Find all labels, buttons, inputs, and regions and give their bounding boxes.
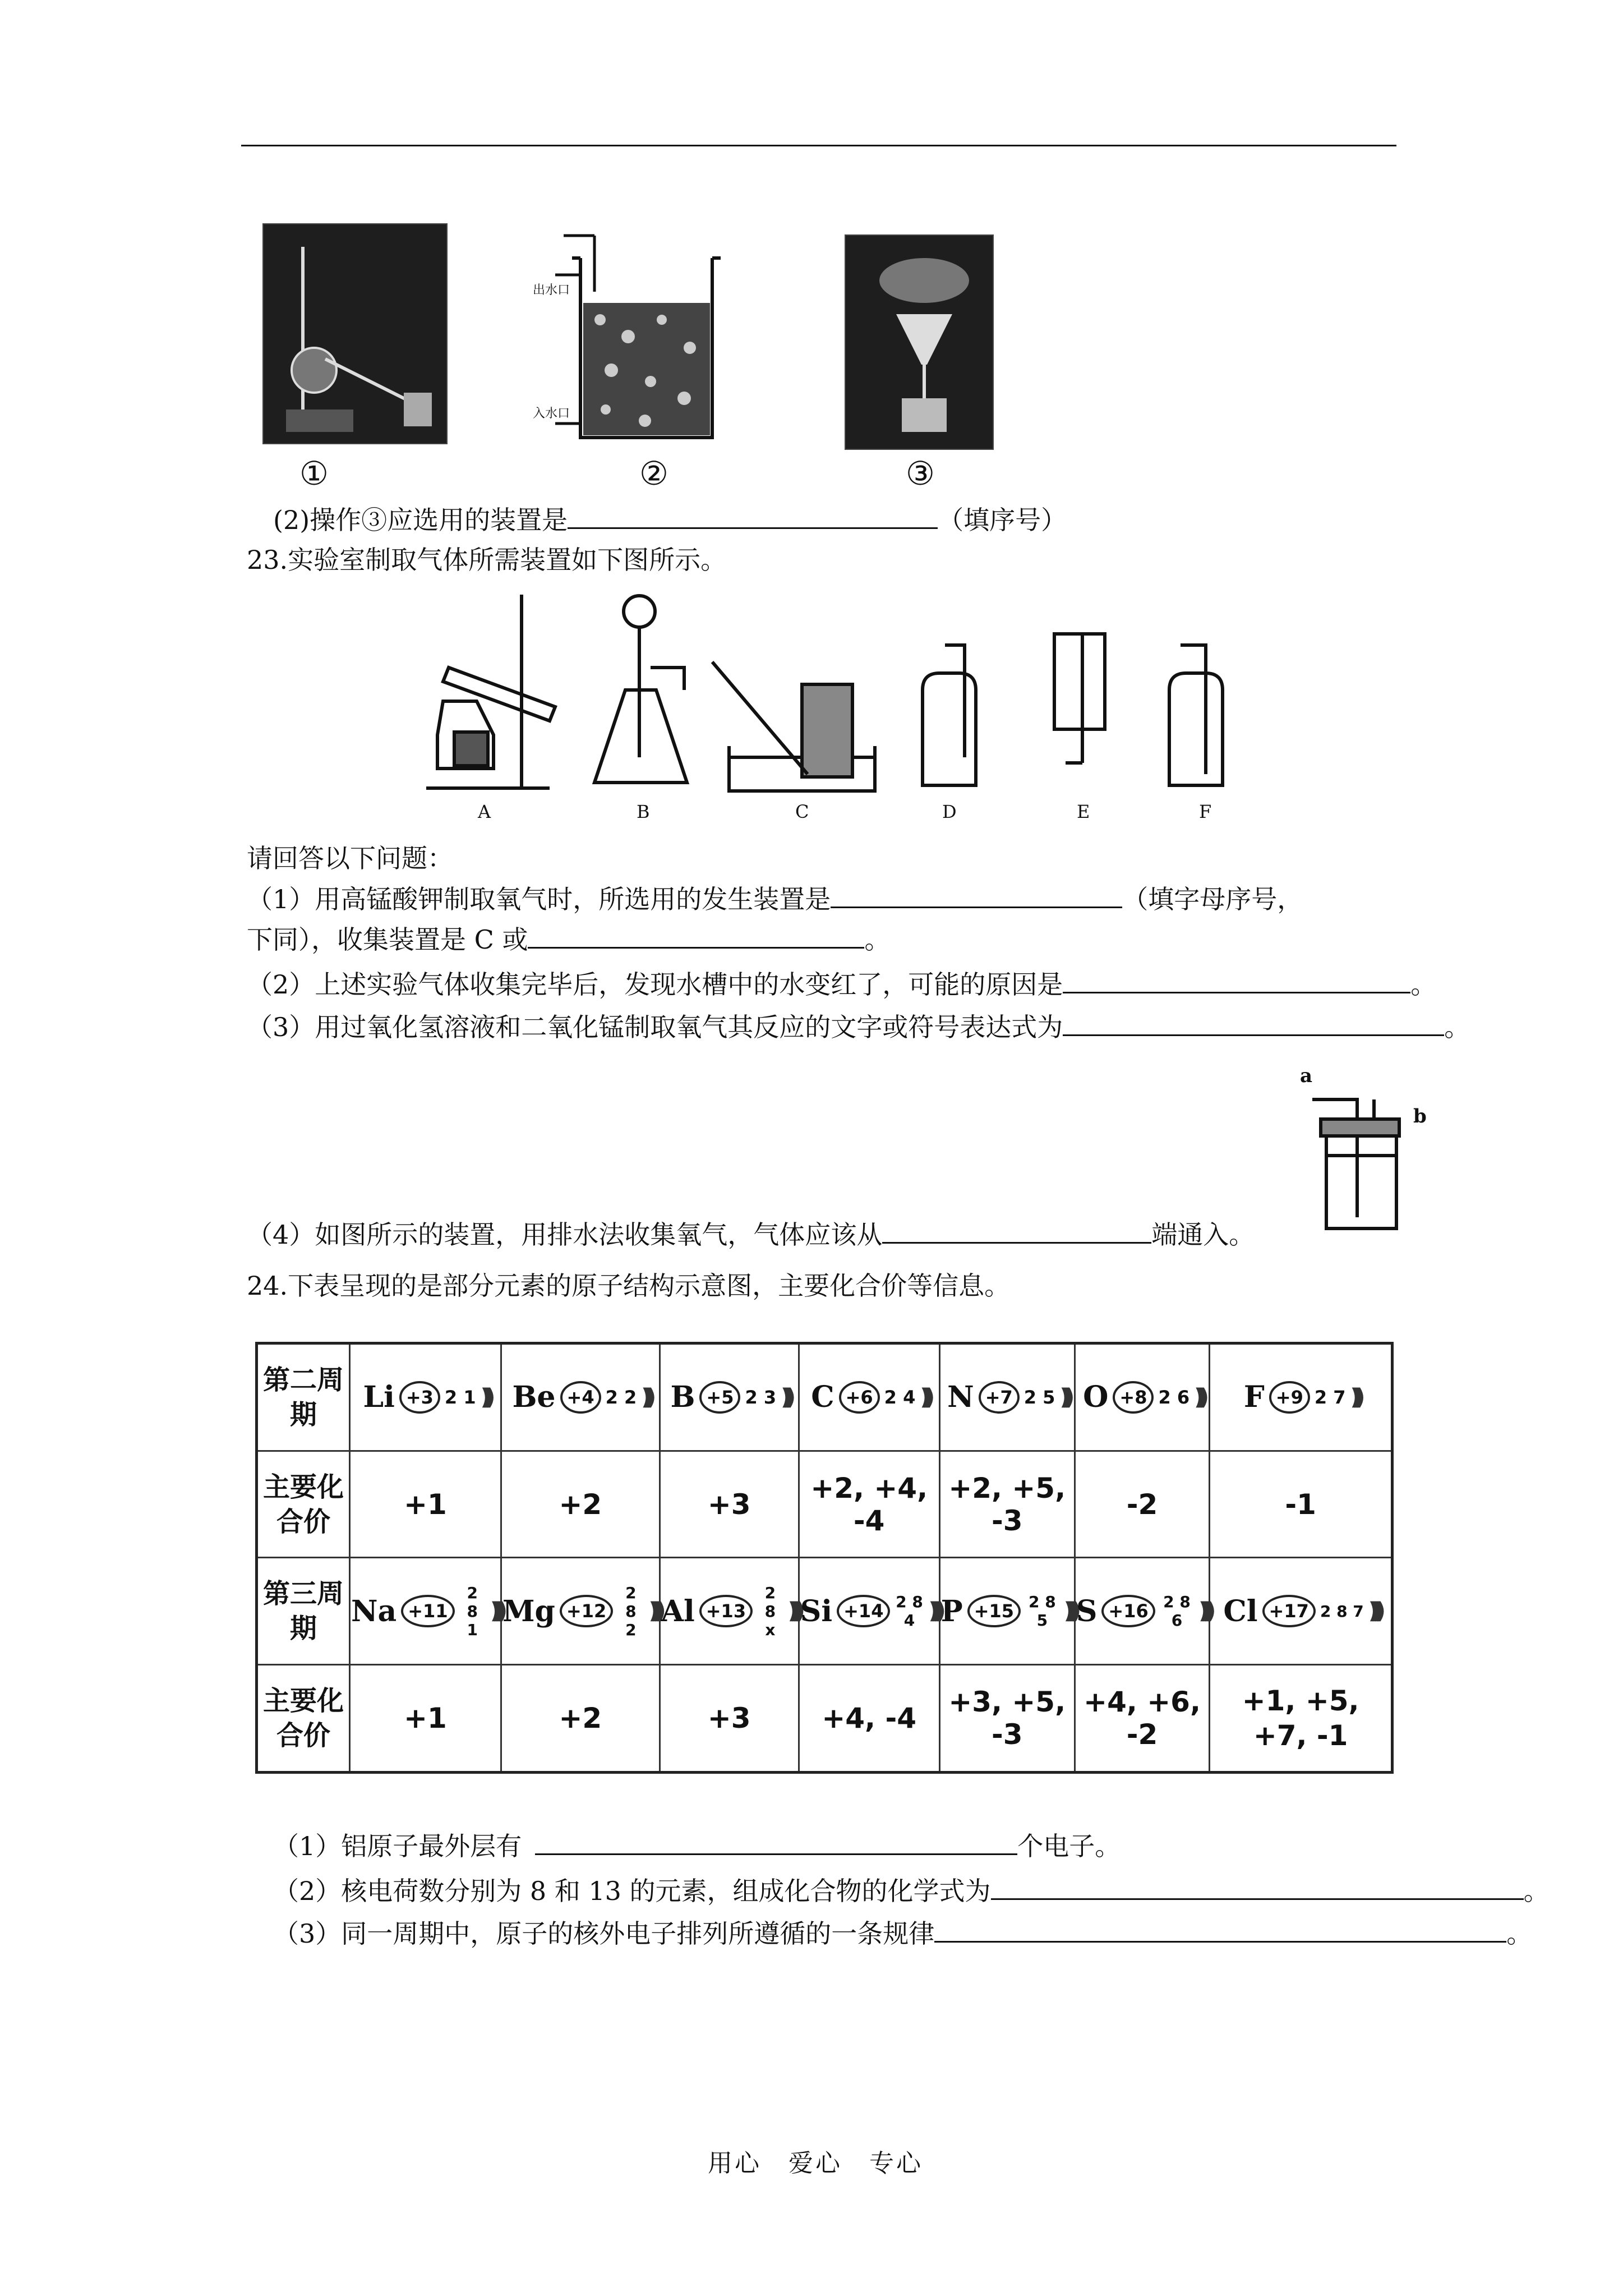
symbol-al: Al bbox=[661, 1594, 695, 1628]
q23-part3-text-b: 。 bbox=[1444, 1012, 1470, 1042]
q23-part1-blank-collector[interactable] bbox=[528, 922, 864, 949]
nucleus-n: +7 bbox=[979, 1381, 1020, 1414]
q23-part1-text-a: （1）用高锰酸钾制取氧气时，所选用的发生装置是 bbox=[247, 884, 831, 914]
nucleus-na: +11 bbox=[401, 1595, 454, 1627]
symbol-na: Na bbox=[351, 1594, 397, 1628]
cell-n bbox=[939, 1343, 1075, 1451]
symbol-mg: Mg bbox=[502, 1594, 555, 1628]
shell-arcs-icon: )))) bbox=[787, 1598, 797, 1625]
cell-be bbox=[501, 1343, 660, 1451]
shells-n: 2 5 bbox=[1023, 1386, 1055, 1408]
valence-s: +4, +6, -2 bbox=[1075, 1664, 1209, 1772]
shells-f: 2 7 bbox=[1314, 1386, 1346, 1408]
symbol-s: S bbox=[1076, 1594, 1098, 1628]
q23-part2-text-b: 。 bbox=[1410, 969, 1437, 1000]
q24-part2-blank[interactable] bbox=[991, 1874, 1524, 1900]
element-table bbox=[255, 1342, 1394, 1774]
q23-part2-text-a: （2）上述实验气体收集完毕后，发现水槽中的水变红了，可能的原因是 bbox=[247, 969, 1063, 1000]
shell-arcs-icon: )))) bbox=[1063, 1598, 1073, 1625]
table-row-period2 bbox=[257, 1343, 1393, 1451]
valence-na: +1 bbox=[350, 1664, 501, 1772]
q23-title: 23.实验室制取气体所需装置如下图所示。 bbox=[247, 545, 727, 575]
symbol-b: B bbox=[670, 1380, 695, 1415]
inlet-label: 入水口 bbox=[533, 407, 570, 421]
row-header-valence-2: 主要化合价 bbox=[257, 1451, 350, 1558]
shell-arcs-icon: ))) bbox=[480, 1384, 488, 1410]
q23-part2-blank[interactable] bbox=[1063, 967, 1410, 993]
gas-bottle-figure bbox=[1290, 1066, 1419, 1245]
valence-be: +2 bbox=[501, 1451, 660, 1558]
shells-mg: 2 8 2 bbox=[625, 1583, 637, 1639]
figure-label-2: ② bbox=[639, 454, 668, 493]
nucleus-si: +14 bbox=[837, 1595, 890, 1627]
table-row-period3-valence bbox=[257, 1664, 1393, 1772]
shell-arcs-icon: ))) bbox=[641, 1384, 649, 1410]
apparatus-a-icon bbox=[426, 595, 555, 788]
q24-title: 24.下表呈现的是部分元素的原子结构示意图，主要化合价等信息。 bbox=[247, 1271, 1011, 1301]
symbol-f: F bbox=[1243, 1380, 1265, 1415]
bottle-port-b: b bbox=[1413, 1105, 1427, 1128]
apparatus-label-e: E bbox=[1077, 801, 1090, 822]
apparatus-label-b: B bbox=[637, 801, 650, 822]
shells-si: 2 8 4 bbox=[896, 1593, 923, 1630]
symbol-si: Si bbox=[800, 1594, 833, 1628]
shells-c: 2 4 bbox=[884, 1386, 916, 1408]
valence-mg: +2 bbox=[501, 1664, 660, 1772]
cell-o bbox=[1075, 1343, 1209, 1451]
q23-part1-line1 bbox=[247, 882, 1303, 916]
q24-part3-text-a: （3）同一周期中，原子的核外电子排列所遵循的一条规律 bbox=[273, 1918, 935, 1949]
shells-li: 2 1 bbox=[444, 1386, 476, 1408]
apparatus-b-icon bbox=[594, 596, 687, 783]
q23-part1-text-c: 下同），收集装置是 C 或 bbox=[247, 924, 528, 955]
page-footer: 用心 爱心 专心 bbox=[708, 2149, 923, 2178]
q24-part2-text-a: （2）核电荷数分别为 8 和 13 的元素，组成化合物的化学式为 bbox=[273, 1876, 991, 1906]
q23-part3-blank[interactable] bbox=[1063, 1010, 1444, 1036]
apparatus-label-f: F bbox=[1199, 801, 1212, 822]
cell-al bbox=[660, 1558, 799, 1665]
q22-part2-prefix: (2)操作③应选用的装置是 bbox=[273, 505, 568, 535]
row-header-period3: 第三周期 bbox=[257, 1558, 350, 1665]
cell-li bbox=[350, 1343, 501, 1451]
shell-arcs-icon: ))) bbox=[1194, 1384, 1201, 1410]
shell-arcs-icon: ))) bbox=[920, 1384, 928, 1410]
header-rule bbox=[241, 145, 1396, 146]
figure-1-distillation-photo bbox=[262, 223, 448, 444]
nucleus-o: +8 bbox=[1113, 1381, 1154, 1414]
cell-b bbox=[660, 1343, 799, 1451]
distillation-apparatus-icon bbox=[264, 224, 446, 443]
q23-part4-text-a: （4）如图所示的装置，用排水法收集氧气，气体应该从 bbox=[247, 1220, 883, 1250]
apparatus-d-icon bbox=[923, 645, 976, 785]
valence-al: +3 bbox=[660, 1664, 799, 1772]
valence-cl: +1, +5, +7, -1 bbox=[1210, 1664, 1393, 1772]
q23-prompt: 请回答以下问题： bbox=[247, 843, 453, 873]
q22-part2-blank[interactable] bbox=[568, 503, 938, 529]
nucleus-p: +15 bbox=[967, 1595, 1021, 1627]
valence-n: +2, +5, -3 bbox=[939, 1451, 1075, 1558]
symbol-li: Li bbox=[363, 1380, 395, 1415]
symbol-o: O bbox=[1083, 1380, 1109, 1415]
shell-arcs-icon: ))) bbox=[781, 1384, 788, 1410]
shell-arcs-icon: )))) bbox=[490, 1598, 500, 1625]
nucleus-s: +16 bbox=[1101, 1595, 1155, 1627]
symbol-p: P bbox=[940, 1594, 963, 1628]
bottle-port-a: a bbox=[1300, 1065, 1313, 1087]
apparatus-f-icon bbox=[1169, 645, 1223, 785]
q24-part3 bbox=[273, 1916, 1532, 1950]
shell-arcs-icon: )))) bbox=[928, 1598, 938, 1625]
nucleus-c: +6 bbox=[839, 1381, 880, 1414]
shells-cl: 2 8 7 bbox=[1320, 1602, 1364, 1621]
q24-part3-text-b: 。 bbox=[1506, 1918, 1533, 1949]
valence-f: -1 bbox=[1210, 1451, 1393, 1558]
q23-part1-blank-generator[interactable] bbox=[831, 882, 1122, 908]
symbol-cl: Cl bbox=[1223, 1594, 1258, 1628]
cell-si bbox=[799, 1558, 939, 1665]
q24-part1 bbox=[273, 1829, 1121, 1863]
figure-label-3: ③ bbox=[906, 454, 935, 493]
shell-arcs-icon: )))) bbox=[1368, 1598, 1378, 1625]
q24-part2-text-b: 。 bbox=[1523, 1876, 1550, 1906]
nucleus-b: +5 bbox=[699, 1381, 740, 1414]
q23-part4 bbox=[247, 1217, 1255, 1251]
shells-p: 2 8 5 bbox=[1029, 1593, 1056, 1630]
apparatus-label-a: A bbox=[478, 801, 491, 822]
shell-arcs-icon: ))) bbox=[1350, 1384, 1358, 1410]
q22-part2-suffix: （填序号） bbox=[938, 505, 1067, 535]
q24-part3-blank[interactable] bbox=[934, 1916, 1506, 1943]
valence-si: +4, -4 bbox=[799, 1664, 939, 1772]
cell-na bbox=[350, 1558, 501, 1665]
q24-part2 bbox=[273, 1874, 1550, 1908]
apparatus-c-icon bbox=[712, 662, 875, 791]
shells-na: 2 8 1 bbox=[467, 1583, 478, 1639]
q24-part1-blank[interactable] bbox=[535, 1829, 1017, 1855]
q23-part2 bbox=[247, 967, 1436, 1001]
symbol-n: N bbox=[947, 1380, 974, 1415]
cell-mg bbox=[501, 1558, 660, 1665]
nucleus-cl: +17 bbox=[1262, 1595, 1316, 1627]
shells-s: 2 8 6 bbox=[1163, 1593, 1191, 1630]
q23-part1-text-b: （填字母序号， bbox=[1122, 884, 1303, 914]
q23-part1-line2 bbox=[247, 922, 890, 956]
nucleus-f: +9 bbox=[1269, 1381, 1310, 1414]
shell-arcs-icon: ))) bbox=[1059, 1384, 1067, 1410]
shells-be: 2 2 bbox=[605, 1386, 637, 1408]
cell-p bbox=[939, 1558, 1075, 1665]
table-row-period2-valence bbox=[257, 1451, 1393, 1558]
apparatus-label-c: C bbox=[795, 801, 809, 822]
nucleus-al: +13 bbox=[699, 1595, 753, 1627]
symbol-be: Be bbox=[512, 1380, 556, 1415]
figure-label-1: ① bbox=[299, 454, 329, 493]
q23-part3 bbox=[247, 1010, 1470, 1044]
q23-part1-text-d: 。 bbox=[864, 924, 891, 955]
q24-part1-text-a: （1）铝原子最外层有 bbox=[273, 1831, 522, 1861]
cell-c bbox=[799, 1343, 939, 1451]
q22-part2 bbox=[273, 503, 1067, 537]
q23-part3-text-a: （3）用过氧化氢溶液和二氧化锰制取氧气其反应的文字或符号表达式为 bbox=[247, 1012, 1063, 1042]
valence-c: +2, +4, -4 bbox=[799, 1451, 939, 1558]
valence-p: +3, +5, -3 bbox=[939, 1664, 1075, 1772]
cell-s bbox=[1075, 1558, 1209, 1665]
outlet-label: 出水口 bbox=[533, 283, 570, 297]
symbol-c: C bbox=[811, 1380, 834, 1415]
figure-3-filtration-photo bbox=[845, 234, 994, 450]
q24-part1-text-b: 个电子。 bbox=[1017, 1831, 1121, 1861]
table-row-period3 bbox=[257, 1558, 1393, 1665]
row-header-period2: 第二周期 bbox=[257, 1343, 350, 1451]
figure-2-filter-column bbox=[533, 224, 723, 449]
cell-f bbox=[1210, 1343, 1393, 1451]
gas-bottle-icon bbox=[1312, 1099, 1399, 1228]
nucleus-be: +4 bbox=[560, 1381, 601, 1414]
apparatus-label-d: D bbox=[942, 801, 957, 822]
q23-apparatus-figure bbox=[415, 589, 1256, 825]
valence-o: -2 bbox=[1075, 1451, 1209, 1558]
shell-arcs-icon: )))) bbox=[648, 1598, 658, 1625]
apparatus-e-icon bbox=[1054, 634, 1105, 763]
row-header-valence-3: 主要化合价 bbox=[257, 1664, 350, 1772]
q23-part4-text-b: 端通入。 bbox=[1151, 1220, 1255, 1250]
valence-b: +3 bbox=[660, 1451, 799, 1558]
q23-part4-blank[interactable] bbox=[882, 1217, 1151, 1244]
valence-li: +1 bbox=[350, 1451, 501, 1558]
shells-al: 2 8 x bbox=[764, 1583, 776, 1639]
nucleus-mg: +12 bbox=[560, 1595, 613, 1627]
shells-b: 2 3 bbox=[745, 1386, 777, 1408]
nucleus-li: +3 bbox=[399, 1381, 440, 1414]
cell-cl bbox=[1210, 1558, 1393, 1665]
shell-arcs-icon: )))) bbox=[1198, 1598, 1209, 1625]
filtration-funnel-icon bbox=[846, 236, 993, 449]
shells-o: 2 6 bbox=[1158, 1386, 1190, 1408]
